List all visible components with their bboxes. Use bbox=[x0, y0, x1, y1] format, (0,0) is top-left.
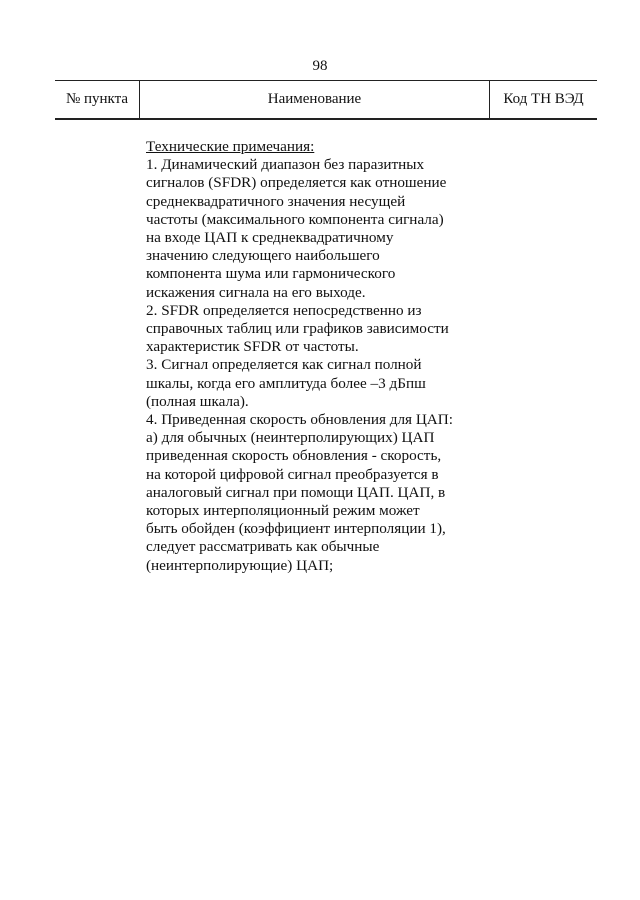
note-line: 1. Динамический диапазон без паразитных bbox=[146, 156, 425, 174]
note-line: среднеквадратичного значения несущей bbox=[146, 192, 406, 210]
note-line: искажения сигнала на его выходе. bbox=[146, 283, 366, 301]
note-line: (полная шкала). bbox=[146, 392, 249, 410]
note-line: быть обойден (коэффициент интерполяции 1), bbox=[146, 520, 446, 538]
note-line: справочных таблиц или графиков зависимости bbox=[146, 320, 449, 338]
note-line: которых интерполяционный режим может bbox=[146, 502, 420, 520]
note-line: на входе ЦАП к среднеквадратичному bbox=[146, 229, 394, 247]
note-line: а) для обычных (неинтерполирующих) ЦАП bbox=[146, 429, 435, 447]
note-line: (неинтерполирующие) ЦАП; bbox=[146, 556, 334, 574]
note-line: характеристик SFDR от частоты. bbox=[146, 338, 359, 356]
header-tn-ved-code: Код ТН ВЭД bbox=[489, 81, 597, 118]
note-line: значению следующего наибольшего bbox=[146, 247, 380, 265]
header-item-number: № пункта bbox=[55, 81, 140, 118]
note-line: компонента шума или гармонического bbox=[146, 265, 396, 283]
table-header bbox=[55, 80, 597, 120]
note-line: приведенная скорость обновления - скорость, bbox=[146, 447, 442, 465]
notes-title: Технические примечания: bbox=[146, 138, 315, 155]
note-line: следует рассматривать как обычные bbox=[146, 538, 380, 556]
note-line: шкалы, когда его амплитуда более –3 дБпш bbox=[146, 374, 426, 392]
note-line: частоты (максимального компонента сигнала) bbox=[146, 210, 444, 228]
note-line: 2. SFDR определяется непосредственно из bbox=[146, 301, 422, 319]
page-number: 98 bbox=[312, 58, 328, 74]
technical-notes bbox=[146, 138, 491, 575]
note-line: на которой цифровой сигнал преобразуется в bbox=[146, 465, 439, 483]
note-line: аналоговый сигнал при помощи ЦАП. ЦАП, в bbox=[146, 483, 446, 501]
header-name: Наименование bbox=[267, 91, 362, 107]
note-line: 4. Приведенная скорость обновления для ЦАП: bbox=[146, 411, 453, 429]
note-line: сигналов (SFDR) определяется как отношение bbox=[146, 174, 447, 192]
note-line: 3. Сигнал определяется как сигнал полной bbox=[146, 356, 422, 374]
notes-lines bbox=[146, 156, 491, 575]
